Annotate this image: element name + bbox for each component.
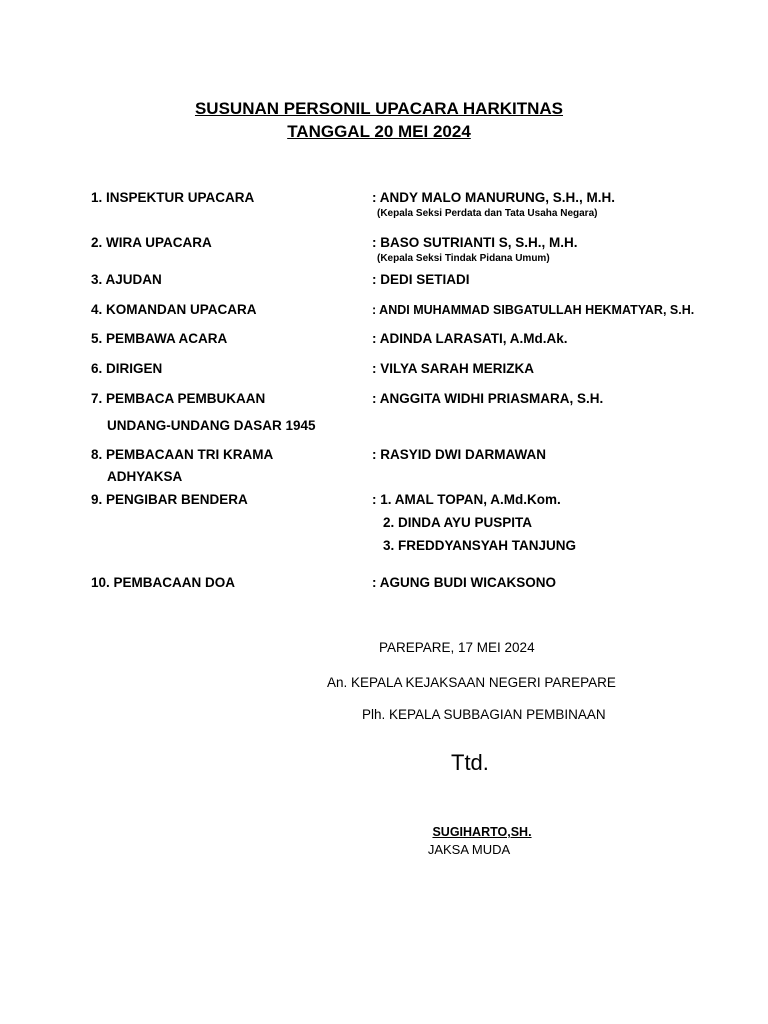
signature-place-date: PAREPARE, 17 MEI 2024: [379, 640, 535, 655]
item-value-tri-krama: : RASYID DWI DARMAWAN: [372, 447, 546, 462]
item-label-komandan: 4. KOMANDAN UPACARA: [91, 302, 257, 317]
item-value-komandan: : ANDI MUHAMMAD SIBGATULLAH HEKMATYAR, S.H.: [372, 303, 695, 317]
item-label-pengibar-bendera: 9. PENGIBAR BENDERA: [91, 492, 248, 507]
document-title-line1: SUSUNAN PERSONIL UPACARA HARKITNAS: [194, 99, 564, 118]
item-value-pembacaan-doa: : AGUNG BUDI WICAKSONO: [372, 575, 556, 590]
item-value-pengibar-2: 2. DINDA AYU PUSPITA: [383, 515, 533, 530]
item-label-pembawa-acara: 5. PEMBAWA ACARA: [91, 331, 228, 346]
item-label2-pembaca-pembukaan: UNDANG-UNDANG DASAR 1945: [107, 418, 316, 433]
item-value-dirigen: : VILYA SARAH MERIZKA: [372, 361, 535, 376]
item-label2-tri-krama: ADHYAKSA: [107, 469, 183, 484]
item-value-pengibar-1: : 1. AMAL TOPAN, A.Md.Kom.: [372, 492, 561, 507]
signature-role: Plh. KEPALA SUBBAGIAN PEMBINAAN: [362, 707, 606, 722]
item-value-ajudan: : DEDI SETIADI: [372, 272, 470, 287]
item-label-pembacaan-doa: 10. PEMBACAAN DOA: [91, 575, 236, 590]
item-label-pembaca-pembukaan: 7. PEMBACA PEMBUKAAN: [91, 391, 266, 406]
item-label-dirigen: 6. DIRIGEN: [91, 361, 163, 376]
item-label-inspektur: 1. INSPEKTUR UPACARA: [91, 190, 255, 205]
item-label-ajudan: 3. AJUDAN: [91, 272, 162, 287]
item-value-pembaca-pembukaan: : ANGGITA WIDHI PRIASMARA, S.H.: [372, 391, 604, 406]
item-value-pengibar-3: 3. FREDDYANSYAH TANJUNG: [383, 538, 577, 553]
item-value-inspektur: : ANDY MALO MANURUNG, S.H., M.H.: [372, 190, 615, 205]
item-value-wira: : BASO SUTRIANTI S, S.H., M.H.: [372, 235, 578, 250]
item-note-wira: (Kepala Seksi Tindak Pidana Umum): [377, 253, 550, 264]
signatory-name: SUGIHARTO,SH.: [432, 825, 532, 839]
document-title-line2: TANGGAL 20 MEI 2024: [287, 122, 471, 141]
signatory-rank: JAKSA MUDA: [427, 842, 511, 857]
item-value-pembawa-acara: : ADINDA LARASATI, A.Md.Ak.: [372, 331, 568, 346]
item-note-inspektur: (Kepala Seksi Perdata dan Tata Usaha Negara): [377, 208, 598, 219]
item-label-wira: 2. WIRA UPACARA: [91, 235, 212, 250]
item-label-tri-krama: 8. PEMBACAAN TRI KRAMA: [91, 447, 274, 462]
signature-on-behalf: An. KEPALA KEJAKSAAN NEGERI PAREPARE: [327, 675, 616, 690]
signature-ttd: Ttd.: [451, 750, 489, 775]
